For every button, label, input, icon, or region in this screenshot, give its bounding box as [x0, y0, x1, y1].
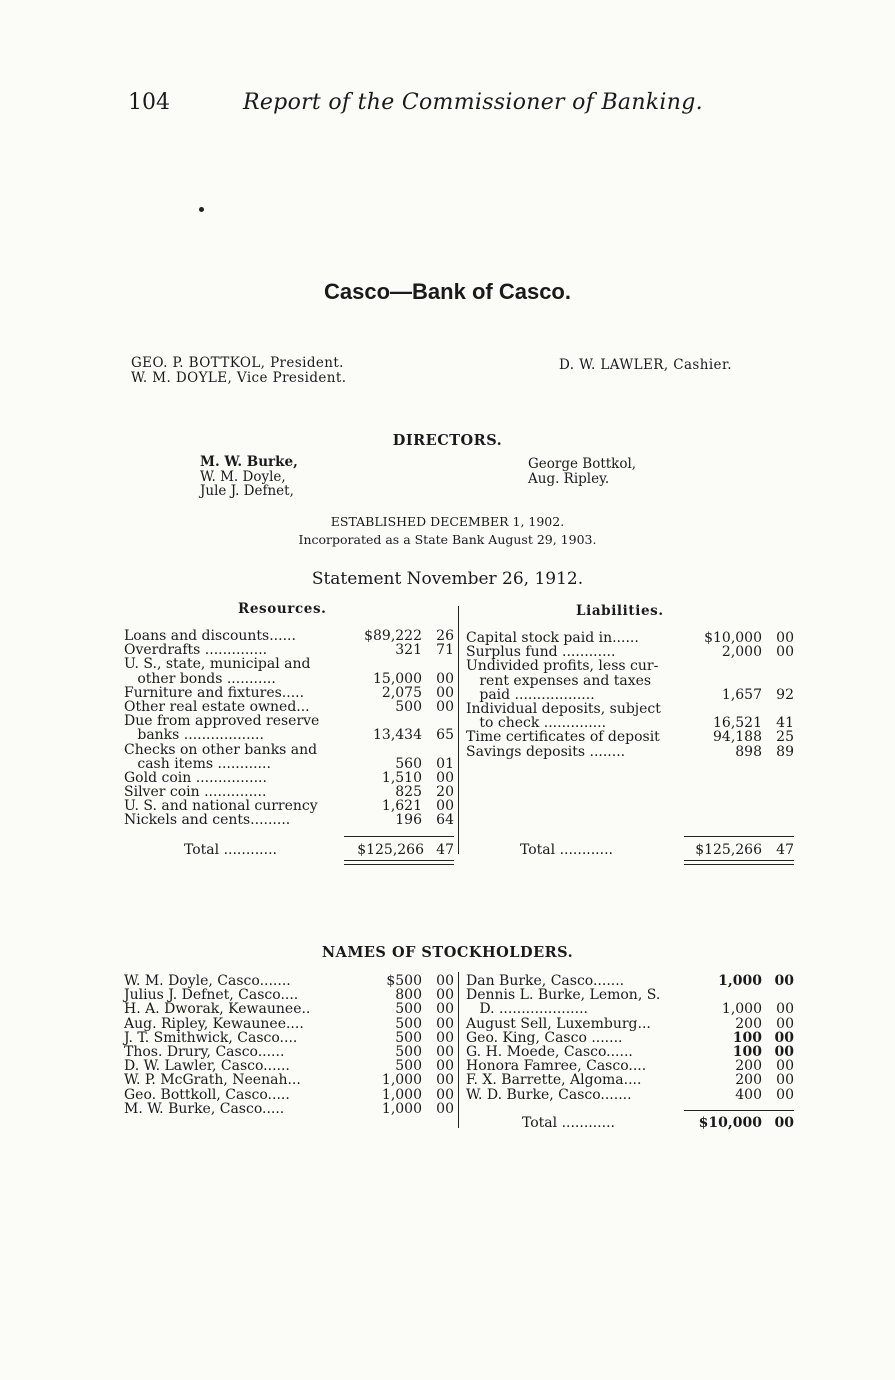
row-dollars: 321 [395, 642, 422, 659]
row-cents: 00 [776, 1072, 794, 1089]
row-dollars: 94,188 [713, 729, 762, 746]
row-dollars: 1,000 [381, 1072, 422, 1089]
stockholder-row [466, 1059, 794, 1073]
stockholders-total-dollars: $10,000 [698, 1115, 762, 1131]
resource-row [124, 771, 454, 785]
row-label: Furniture and fixtures..... [124, 684, 305, 701]
row-cents: 00 [776, 644, 794, 661]
row-label: Dan Burke, Casco....... [466, 973, 625, 989]
row-dollars: 898 [735, 743, 762, 760]
row-label: Due from approved reserve [124, 713, 320, 730]
row-label: Geo. King, Casco ....... [466, 1029, 623, 1046]
row-dollars: 100 [732, 1043, 762, 1060]
liability-row [466, 631, 794, 645]
row-cents: 00 [436, 973, 454, 989]
row-dollars: 196 [395, 812, 422, 829]
row-dollars: 200 [735, 1058, 762, 1075]
row-dollars: 1,000 [381, 1100, 422, 1117]
row-label: Julius J. Defnet, Casco.... [124, 987, 299, 1004]
row-cents: 71 [436, 642, 454, 659]
row-dollars: 500 [395, 1001, 422, 1018]
row-dollars: 16,521 [713, 715, 762, 732]
row-label: Honora Famree, Casco.... [466, 1058, 647, 1075]
row-cents: 00 [436, 1029, 454, 1046]
resource-row [124, 813, 454, 827]
stockholders-right [466, 974, 794, 1102]
stockholder-row [466, 1031, 794, 1045]
row-dollars: 100 [732, 1029, 762, 1046]
officer-president: GEO. P. BOTTKOL, President. [131, 355, 344, 371]
row-dollars: 1,657 [721, 686, 762, 703]
row-label: Loans and discounts...... [124, 628, 296, 644]
row-dollars: $89,222 [364, 628, 422, 644]
row-cents: 00 [436, 1058, 454, 1075]
liabilities-total-rule [684, 836, 794, 837]
officers-left [131, 356, 346, 386]
row-label: Dennis L. Burke, Lemon, S. [466, 987, 661, 1004]
directors-heading: DIRECTORS. [392, 432, 503, 449]
row-cents: 00 [436, 1086, 454, 1103]
row-dollars: 500 [395, 1058, 422, 1075]
bank-title: Casco—Bank of Casco. [324, 279, 571, 304]
stockholder-row [124, 1017, 454, 1031]
row-dollars: 1,510 [381, 769, 422, 786]
row-dollars: 800 [395, 987, 422, 1004]
row-label: Undivided profits, less cur- [466, 658, 659, 675]
stockholder-row [466, 1073, 794, 1087]
resource-row [124, 757, 454, 771]
liabilities-double-rule [684, 860, 794, 865]
row-label: Overdrafts .............. [124, 642, 268, 659]
officer-cashier: D. W. LAWLER, Cashier. [559, 357, 733, 373]
statement-title: Statement November 26, 1912. [311, 569, 584, 589]
row-label: Time certificates of deposit [466, 729, 660, 746]
row-dollars: 1,621 [381, 798, 422, 815]
row-dollars: 200 [735, 1072, 762, 1089]
resource-row [124, 700, 454, 714]
resources-double-rule [344, 860, 454, 865]
resources-total-rule [344, 836, 454, 837]
row-cents: 00 [774, 1043, 794, 1060]
row-label: Aug. Ripley, Kewaunee.... [124, 1015, 304, 1032]
director-name: M. W. Burke, [200, 454, 298, 470]
stockholder-row [124, 1059, 454, 1073]
row-label: other bonds ........... [124, 670, 276, 687]
stockholders-left [124, 974, 454, 1116]
row-label: Capital stock paid in...... [466, 630, 639, 646]
resource-row [124, 686, 454, 700]
row-dollars: 825 [395, 784, 422, 801]
row-label: Geo. Bottkoll, Casco..... [124, 1086, 290, 1103]
row-cents: 00 [776, 630, 794, 646]
row-dollars: $500 [386, 973, 422, 989]
row-label: W. D. Burke, Casco....... [466, 1086, 632, 1103]
row-label: rent expenses and taxes [466, 672, 652, 689]
row-dollars: $10,000 [704, 630, 762, 646]
liability-row [466, 659, 794, 673]
directors-left [200, 455, 298, 499]
resources-table [124, 629, 454, 828]
row-label: paid .................. [466, 686, 595, 703]
row-label: F. X. Barrette, Algoma.... [466, 1072, 642, 1089]
row-label: M. W. Burke, Casco..... [124, 1100, 285, 1117]
liabilities-total-cents: 47 [776, 842, 794, 858]
row-dollars: 500 [395, 1015, 422, 1032]
column-divider [458, 606, 459, 854]
resources-total-label: Total ............ [184, 842, 277, 858]
liability-row [466, 688, 794, 702]
row-dollars: 13,434 [373, 727, 422, 744]
stockholder-row [124, 988, 454, 1002]
row-label: W. P. McGrath, Neenah... [124, 1072, 301, 1089]
row-cents: 00 [436, 1043, 454, 1060]
liabilities-total-label: Total ............ [520, 842, 613, 858]
stockholders-total-rule [684, 1110, 794, 1111]
row-label: Gold coin ................ [124, 769, 267, 786]
stockholder-row [124, 1045, 454, 1059]
row-cents: 26 [436, 628, 454, 644]
ink-dot [199, 207, 204, 212]
row-cents: 92 [776, 686, 794, 703]
stockholder-row [466, 974, 794, 988]
director-name: Aug. Ripley. [528, 470, 610, 487]
row-label: W. M. Doyle, Casco....... [124, 973, 291, 989]
stockholder-row [466, 1002, 794, 1016]
row-label: Checks on other banks and [124, 741, 318, 758]
row-dollars: 2,000 [721, 644, 762, 661]
row-label: Savings deposits ........ [466, 743, 626, 760]
row-cents: 00 [776, 1015, 794, 1032]
row-cents: 00 [436, 1015, 454, 1032]
officer-vice-president: W. M. DOYLE, Vice President. [131, 370, 347, 386]
row-cents: 00 [774, 973, 794, 989]
row-dollars: 1,000 [721, 1001, 762, 1018]
resource-row [124, 743, 454, 757]
stockholder-row [466, 1088, 794, 1102]
row-label: J. T. Smithwick, Casco.... [124, 1029, 298, 1046]
stockholders-total-cents: 00 [774, 1115, 794, 1131]
row-cents: 00 [436, 698, 454, 715]
row-label: Other real estate owned... [124, 698, 310, 715]
director-name: George Bottkol, [528, 456, 637, 472]
row-dollars: 200 [735, 1015, 762, 1032]
directors-right [528, 457, 636, 486]
row-cents: 25 [776, 729, 794, 746]
resource-row [124, 672, 454, 686]
row-cents: 41 [776, 715, 794, 732]
row-label: D. .................... [466, 1001, 588, 1018]
row-label: G. H. Moede, Casco...... [466, 1043, 633, 1060]
stockholder-row [124, 974, 454, 988]
stockholder-row [466, 1045, 794, 1059]
row-cents: 00 [776, 1001, 794, 1018]
row-label: Nickels and cents......... [124, 812, 291, 829]
row-cents: 89 [776, 743, 794, 760]
row-dollars: 1,000 [718, 973, 762, 989]
resources-total-cents: 47 [436, 842, 454, 858]
row-cents: 00 [436, 684, 454, 701]
row-label: U. S., state, municipal and [124, 656, 311, 673]
row-label: H. A. Dworak, Kewaunee.. [124, 1001, 311, 1018]
row-cents: 64 [436, 812, 454, 829]
established-line: ESTABLISHED DECEMBER 1, 1902. [330, 514, 565, 529]
liability-row [466, 716, 794, 730]
row-cents: 00 [436, 1001, 454, 1018]
director-name: Jule J. Defnet, [200, 483, 294, 499]
row-cents: 20 [436, 784, 454, 801]
liability-row [466, 702, 794, 716]
row-cents: 65 [436, 727, 454, 744]
resource-row [124, 643, 454, 657]
resources-total-dollars: $125,266 [357, 842, 424, 858]
liability-row [466, 745, 794, 759]
resource-row [124, 799, 454, 813]
stockholder-row [124, 1073, 454, 1087]
row-dollars: 400 [735, 1086, 762, 1103]
liabilities-heading: Liabilities. [576, 603, 664, 619]
running-title: Report of the Commissioner of Banking. [243, 90, 703, 115]
page-number: 104 [128, 90, 170, 115]
stockholder-row [124, 1031, 454, 1045]
stockholders-heading: NAMES OF STOCKHOLDERS. [321, 944, 574, 961]
liabilities-total-dollars: $125,266 [695, 842, 762, 858]
row-cents: 01 [436, 755, 454, 772]
resource-row [124, 657, 454, 671]
row-dollars: 500 [395, 1043, 422, 1060]
row-label: Individual deposits, subject [466, 700, 661, 717]
resource-row [124, 714, 454, 728]
row-label: cash items ............ [124, 755, 271, 772]
row-cents: 00 [436, 670, 454, 687]
row-cents: 00 [436, 1100, 454, 1117]
stockholders-divider [458, 972, 459, 1128]
stockholder-row [124, 1102, 454, 1116]
director-name: W. M. Doyle, [200, 468, 286, 485]
row-dollars: 2,075 [381, 684, 422, 701]
resources-heading: Resources. [238, 601, 327, 617]
row-label: August Sell, Luxemburg... [466, 1015, 651, 1032]
row-label: to check .............. [466, 715, 607, 732]
row-cents: 00 [776, 1058, 794, 1075]
row-label: D. W. Lawler, Casco...... [124, 1058, 290, 1075]
stockholder-row [124, 1002, 454, 1016]
resource-row [124, 785, 454, 799]
row-dollars: 500 [395, 698, 422, 715]
stockholder-row [466, 1017, 794, 1031]
row-cents: 00 [776, 1086, 794, 1103]
stockholder-row [124, 1088, 454, 1102]
liabilities-table [466, 631, 794, 759]
row-cents: 00 [436, 798, 454, 815]
liability-row [466, 645, 794, 659]
row-cents: 00 [436, 769, 454, 786]
row-dollars: 15,000 [373, 670, 422, 687]
incorporated-line: Incorporated as a State Bank August 29, 1903. [298, 532, 597, 547]
resource-row [124, 728, 454, 742]
row-cents: 00 [436, 1072, 454, 1089]
resource-row [124, 629, 454, 643]
row-dollars: 500 [395, 1029, 422, 1046]
row-cents: 00 [774, 1029, 794, 1046]
row-dollars: 560 [395, 755, 422, 772]
row-label: Thos. Drury, Casco...... [124, 1043, 285, 1060]
stockholders-total-label: Total ............ [522, 1115, 615, 1131]
row-label: Silver coin .............. [124, 784, 267, 801]
row-cents: 00 [436, 987, 454, 1004]
liability-row [466, 674, 794, 688]
stockholder-row [466, 988, 794, 1002]
row-dollars: 1,000 [381, 1086, 422, 1103]
row-label: banks .................. [124, 727, 264, 744]
row-label: Surplus fund ............ [466, 644, 616, 661]
liability-row [466, 730, 794, 744]
row-label: U. S. and national currency [124, 798, 318, 815]
